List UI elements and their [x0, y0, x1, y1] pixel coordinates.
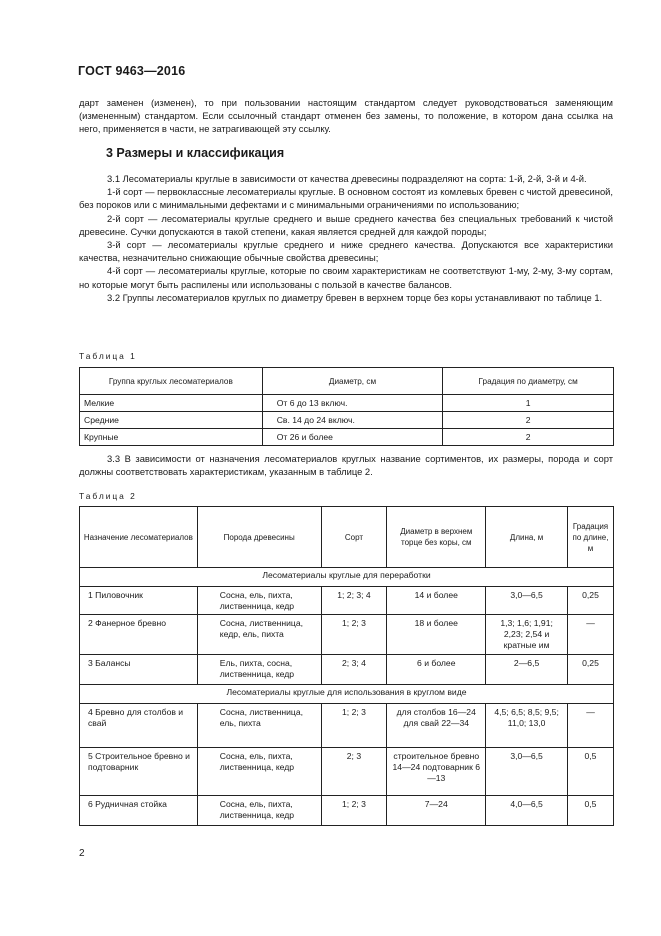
- table2-cell-species: Сосна, лиственница, ель, пихта: [197, 704, 321, 748]
- table2-cell-length-gradation: 0,5: [568, 796, 614, 826]
- table-1: [79, 367, 614, 446]
- table2-cell-grade: 2; 3; 4: [321, 655, 387, 685]
- table2-cell-purpose: 3 Балансы: [80, 655, 198, 685]
- table2-cell-diameter: 7—24: [387, 796, 486, 826]
- table1-header-row: [80, 368, 614, 395]
- table2-group-row: [80, 568, 614, 587]
- table-row: [80, 429, 614, 446]
- table2-cell-species: Ель, пихта, сосна, лиственница, кедр: [197, 655, 321, 685]
- table-row: [80, 655, 614, 685]
- table-row: [80, 796, 614, 826]
- table1-cell-gradation: 1: [443, 395, 614, 412]
- table-2: [79, 506, 614, 826]
- table1-cell-group: Крупные: [80, 429, 263, 446]
- table2-cell-length: 3,0—6,5: [486, 587, 568, 615]
- table1-header-diameter: Диаметр, см: [262, 368, 443, 395]
- table2-caption: Таблица 2: [79, 491, 137, 501]
- table1-caption: Таблица 1: [79, 351, 137, 361]
- table-row: [80, 587, 614, 615]
- table2-cell-diameter: 14 и более: [387, 587, 486, 615]
- paragraph-3-3: 3.3 В зависимости от назначения лесоматериалов круглых название сортиментов, их размеры, порода и сорт должны соответствовать характеристикам, указанным в таблице 2.: [79, 453, 613, 478]
- table-row: [80, 615, 614, 655]
- table2-header-row: [80, 507, 614, 568]
- document-code-header: ГОСТ 9463—2016: [78, 64, 186, 78]
- table2-cell-length-gradation: —: [568, 704, 614, 748]
- table2-group-row: [80, 685, 614, 704]
- table2-cell-length: 1,3; 1,6; 1,91; 2,23; 2,54 и кратные им: [486, 615, 568, 655]
- table2-header-grade: Сорт: [321, 507, 387, 568]
- table2-header-length-gradation: Градация по длине, м: [568, 507, 614, 568]
- table2-cell-length: 4,0—6,5: [486, 796, 568, 826]
- table2-header-diameter: Диаметр в верхнем торце без коры, см: [387, 507, 486, 568]
- section-body: [79, 172, 613, 304]
- table2-cell-length: 3,0—6,5: [486, 748, 568, 796]
- table2-cell-diameter: 6 и более: [387, 655, 486, 685]
- table2-cell-grade: 1; 2; 3: [321, 704, 387, 748]
- paragraph-3-2: 3.2 Группы лесоматериалов круглых по диаметру бревен в верхнем торце без коры устанавливают по таблице 1.: [107, 291, 603, 303]
- table2-cell-species: Сосна, ель, пихта, лиственница, кедр: [197, 796, 321, 826]
- table2-cell-species: Сосна, ель, пихта, лиственница, кедр: [197, 748, 321, 796]
- intro-paragraph: [79, 96, 613, 136]
- table2-cell-length: 2—6,5: [486, 655, 568, 685]
- table2-cell-grade: 2; 3: [321, 748, 387, 796]
- table2-header-species: Порода древесины: [197, 507, 321, 568]
- table2-cell-grade: 1; 2; 3; 4: [321, 587, 387, 615]
- table2-cell-purpose: 5 Строительное бревно и подтоварник: [80, 748, 198, 796]
- table1-header-gradation: Градация по диаметру, см: [443, 368, 614, 395]
- table1-cell-group: Мелкие: [80, 395, 263, 412]
- table2-cell-grade: 1; 2; 3: [321, 796, 387, 826]
- table-row: [80, 748, 614, 796]
- table2-header-purpose: Назначение лесоматериалов: [80, 507, 198, 568]
- table1-cell-diameter: От 26 и более: [262, 429, 443, 446]
- table1-cell-gradation: 2: [443, 412, 614, 429]
- section-title: 3 Размеры и классификация: [106, 146, 285, 160]
- table1-cell-diameter: От 6 до 13 включ.: [262, 395, 443, 412]
- table-row: [80, 395, 614, 412]
- table2-cell-length-gradation: 0,5: [568, 748, 614, 796]
- table2-cell-diameter: 18 и более: [387, 615, 486, 655]
- table2-cell-grade: 1; 2; 3: [321, 615, 387, 655]
- table2-cell-length-gradation: 0,25: [568, 587, 614, 615]
- table2-cell-purpose: 4 Бревно для столбов и свай: [80, 704, 198, 748]
- table2-cell-species: Сосна, лиственница, кедр, ель, пихта: [197, 615, 321, 655]
- table-row: [80, 704, 614, 748]
- page-number: 2: [79, 848, 85, 859]
- table2-cell-diameter: строительное бревно 14—24 подтоварник 6—13: [387, 748, 486, 796]
- table-row: [80, 412, 614, 429]
- table2-cell-length: 4,5; 6,5; 8,5; 9,5; 11,0; 13,0: [486, 704, 568, 748]
- table2-cell-length-gradation: —: [568, 615, 614, 655]
- paragraph-grade-1: 1-й сорт — первоклассные лесоматериалы круглые. В основном состоят из комлевых бревен с чистой древесиной, без пороков или с минимальными дефектами и с минимальными ограничениями по использованию;: [79, 186, 613, 211]
- table2-cell-purpose: 1 Пиловочник: [80, 587, 198, 615]
- intro-text: дарт заменен (изменен), то при пользовании настоящим стандартом следует руководствоваться заменяющим (измененным) стандартом. Если ссылочный стандарт отменен без замены, то положение, в котором дана ссылка на него, применяется в части, не затрагивающей эту ссылку.: [79, 97, 613, 135]
- table2-cell-purpose: 2 Фанерное бревно: [80, 615, 198, 655]
- paragraph-3-1: 3.1 Лесоматериалы круглые в зависимости от качества древесины подразделяют на сорта: 1-й, 2-й, 3-й и 4-й.: [107, 173, 587, 184]
- table1-cell-diameter: Св. 14 до 24 включ.: [262, 412, 443, 429]
- table1-cell-group: Средние: [80, 412, 263, 429]
- table2-cell-diameter: для столбов 16—24 для свай 22—34: [387, 704, 486, 748]
- table2-header-length: Длина, м: [486, 507, 568, 568]
- table2-group-round-use: Лесоматериалы круглые для использования в круглом виде: [80, 685, 614, 704]
- table1-cell-gradation: 2: [443, 429, 614, 446]
- table2-cell-length-gradation: 0,25: [568, 655, 614, 685]
- table2-cell-species: Сосна, ель, пихта, лиственница, кедр: [197, 587, 321, 615]
- table1-header-group: Группа круглых лесоматериалов: [80, 368, 263, 395]
- paragraph-grade-4: 4-й сорт — лесоматериалы круглые, которые по своим характеристикам не соответствуют 1-му, 2-му, 3-му сортам, но которые могут быть распилены или использованы с пользой в качестве балансов.: [79, 265, 613, 290]
- paragraph-grade-3: 3-й сорт — лесоматериалы круглые среднего и ниже среднего качества. Допускаются все характеристики качества, незначительно снижающие обычные свойства древесины;: [79, 239, 613, 264]
- paragraph-grade-2: 2-й сорт — лесоматериалы круглые среднего и выше среднего качества без специальных требований к чистой древесине. Сучки допускаются в такой степени, какая является средней для каждой породы;: [79, 212, 613, 237]
- table2-group-processing: Лесоматериалы круглые для переработки: [80, 568, 614, 587]
- paragraph-3-3-block: [79, 452, 613, 478]
- table2-cell-purpose: 6 Рудничная стойка: [80, 796, 198, 826]
